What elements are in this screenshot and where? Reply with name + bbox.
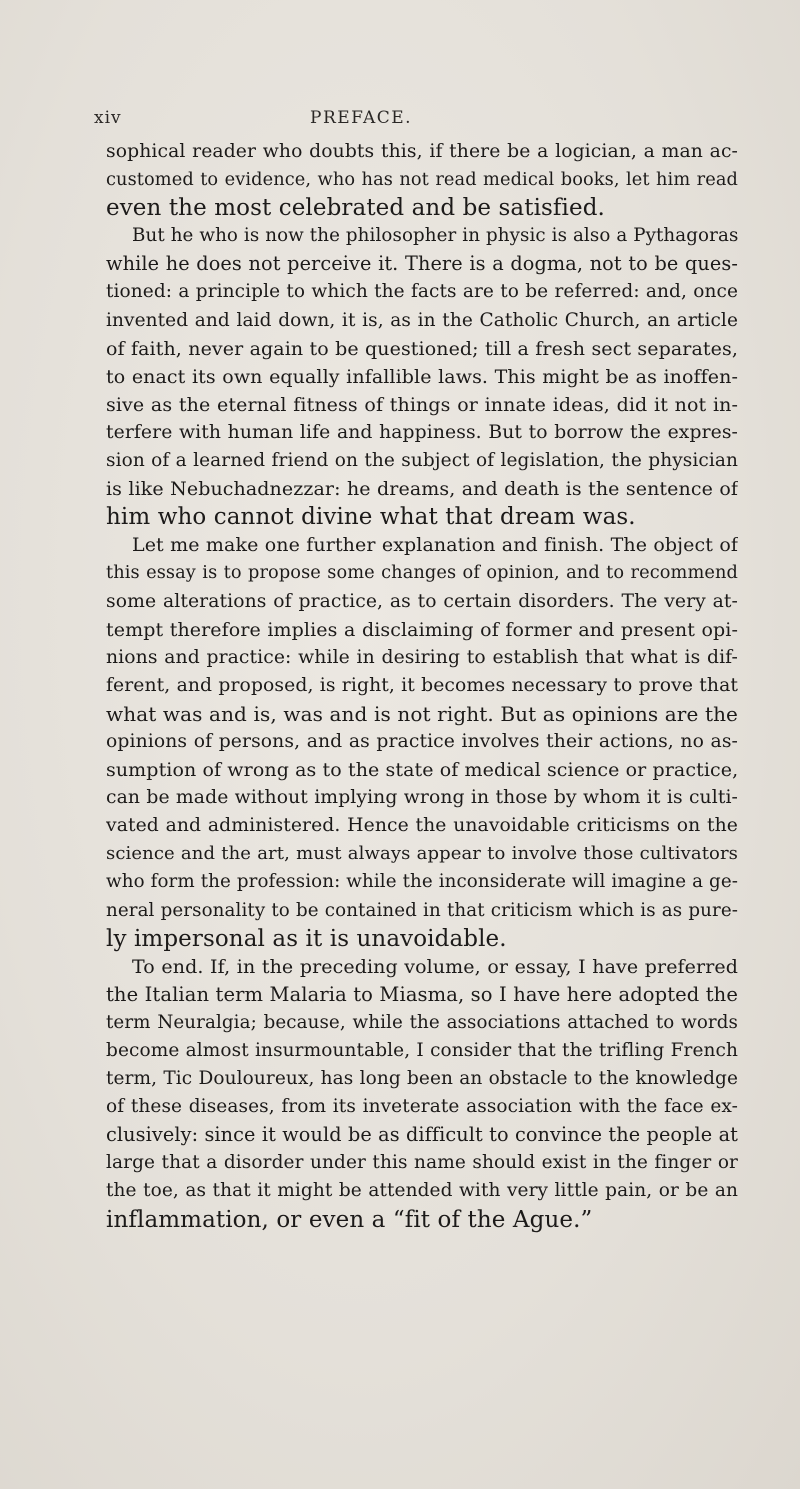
text-line: is like Nebuchadnezzar: he dreams, and death is the sentence of	[106, 478, 738, 501]
text-line: To end. If, in the preceding volume, or essay, I have preferred	[132, 955, 738, 978]
text-line: customed to evidence, who has not read medical books, let him read	[106, 170, 738, 191]
text-line: term, Tic Douloureux, has long been an obstacle to the knowledge	[106, 1068, 738, 1090]
page-number: xiv	[94, 108, 122, 128]
text-line: some alterations of practice, as to certain disorders. The very at-	[106, 590, 738, 612]
text-line: while he does not perceive it. There is a dogma, not to be ques-	[106, 252, 738, 276]
page-header	[94, 108, 734, 134]
text-line: can be made without implying wrong in those by whom it is culti-	[106, 787, 738, 809]
running-head: PREFACE.	[310, 108, 413, 128]
text-line: vated and administered. Hence the unavoidable criticisms on the	[106, 815, 738, 837]
text-line: what was and is, was and is not right. But as opinions are the	[106, 701, 738, 726]
text-line: inflammation, or even a “fit of the Ague.”	[106, 1206, 593, 1233]
text-line: who form the profession: while the inconsiderate will imagine a ge-	[106, 871, 738, 893]
text-line: of these diseases, from its inveterate association with the face ex-	[106, 1096, 738, 1118]
text-line: this essay is to propose some changes of opinion, and to recommend	[106, 563, 738, 584]
text-line: opinions of persons, and as practice involves their actions, no as-	[106, 730, 738, 752]
text-line: neral personality to be contained in that criticism which is as pure-	[106, 899, 738, 921]
text-line: to enact its own equally infallible laws. This might be as inoffen-	[106, 365, 738, 388]
text-line: invented and laid down, it is, as in the Catholic Church, an article	[106, 309, 738, 331]
text-line: science and the art, must always appear to involve those cultivators	[106, 843, 738, 865]
text-line: clusively: since it would be as difficult to convince the people at	[106, 1123, 738, 1147]
text-line: term Neuralgia; because, while the associations attached to words	[106, 1011, 738, 1033]
text-line: terfere with human life and happiness. But to borrow the expres-	[106, 421, 738, 443]
text-line: the toe, as that it might be attended with very little pain, or be an	[106, 1180, 738, 1202]
body-text	[106, 138, 738, 1234]
text-line: ly impersonal as it is unavoidable.	[106, 925, 507, 952]
text-line: become almost insurmountable, I consider that the trifling French	[106, 1040, 738, 1061]
text-line: even the most celebrated and be satisfied.	[106, 195, 605, 222]
text-line: him who cannot divine what that dream was.	[106, 504, 636, 531]
text-line: nions and practice: while in desiring to establish that what is dif-	[106, 646, 738, 668]
text-line: But he who is now the philosopher in physic is also a Pythagoras	[132, 225, 738, 247]
text-line: tioned: a principle to which the facts are to be referred: and, once	[106, 281, 738, 303]
text-line: the Italian term Malaria to Miasma, so I have here adopted the	[106, 982, 738, 1006]
text-line: large that a disorder under this name should exist in the finger or	[106, 1152, 738, 1174]
text-line: sumption of wrong as to the state of medical science or practice,	[106, 759, 738, 782]
text-line: of faith, never again to be questioned; till a fresh sect separates,	[106, 337, 738, 360]
text-line: sive as the eternal fitness of things or innate ideas, did it not in-	[106, 393, 738, 416]
text-line: sion of a learned friend on the subject of legislation, the physician	[106, 450, 738, 472]
text-line: ferent, and proposed, is right, it becomes necessary to prove that	[106, 674, 738, 696]
text-line: Let me make one further explanation and finish. The object of	[132, 534, 738, 557]
text-line: tempt therefore implies a disclaiming of former and present opi-	[106, 618, 738, 641]
text-line: sophical reader who doubts this, if there be a logician, a man ac-	[106, 141, 738, 162]
